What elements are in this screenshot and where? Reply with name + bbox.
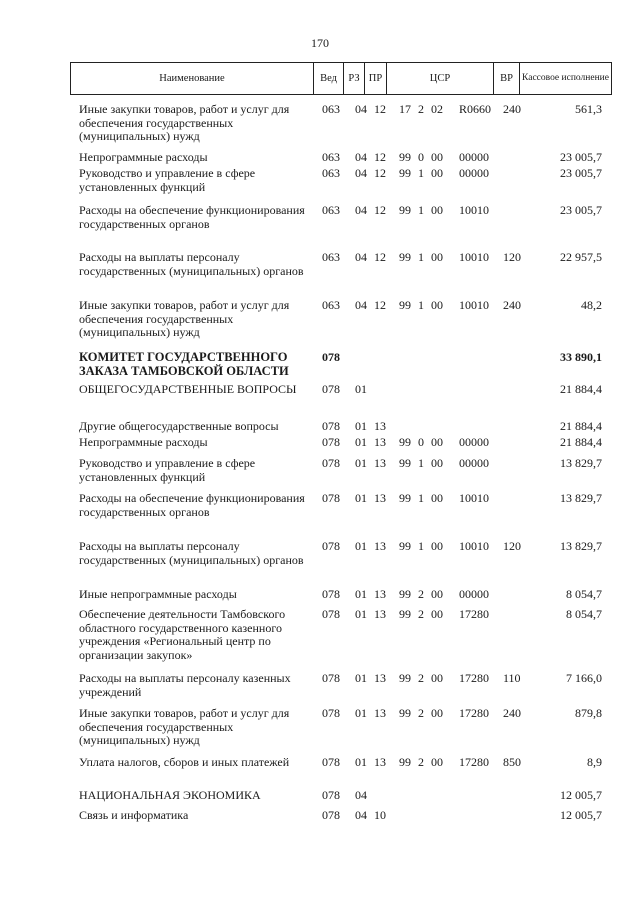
cell-ved: 078 <box>322 706 340 720</box>
cell-c1: 99 <box>399 166 411 180</box>
cell-ved: 063 <box>322 102 340 116</box>
cell-c1: 99 <box>399 706 411 720</box>
cell-amount: 48,2 <box>581 298 602 312</box>
cell-rz: 04 <box>355 203 367 217</box>
cell-c2: 1 <box>418 539 424 553</box>
cell-ved: 078 <box>322 350 340 364</box>
cell-rz: 01 <box>355 755 367 769</box>
cell-rz: 01 <box>355 435 367 449</box>
cell-name: КОМИТЕТ ГОСУДАРСТВЕННОГО ЗАКАЗА ТАМБОВСКОЙ ОБЛАСТИ <box>79 350 289 378</box>
cell-ved: 063 <box>322 203 340 217</box>
header-vr: ВР <box>493 63 519 94</box>
cell-pr: 13 <box>374 706 386 720</box>
header-rz: РЗ <box>343 63 364 94</box>
cell-c3: 00 <box>431 298 443 312</box>
cell-vr: 240 <box>503 298 521 312</box>
cell-amount: 21 884,4 <box>560 435 602 449</box>
cell-c2: 0 <box>418 150 424 164</box>
cell-c4: 00000 <box>459 456 489 470</box>
cell-amount: 12 005,7 <box>560 808 602 822</box>
cell-rz: 01 <box>355 456 367 470</box>
cell-rz: 01 <box>355 539 367 553</box>
cell-rz: 04 <box>355 788 367 802</box>
cell-c4: 17280 <box>459 607 489 621</box>
cell-c1: 99 <box>399 607 411 621</box>
cell-c3: 00 <box>431 755 443 769</box>
cell-rz: 01 <box>355 419 367 433</box>
cell-ved: 063 <box>322 166 340 180</box>
cell-c3: 00 <box>431 250 443 264</box>
cell-pr: 13 <box>374 491 386 505</box>
cell-rz: 01 <box>355 706 367 720</box>
cell-name: Расходы на выплаты персоналу государственных (муниципальных) органов <box>79 250 304 278</box>
header-name: Наименование <box>159 73 225 84</box>
cell-c1: 99 <box>399 456 411 470</box>
cell-c4: 00000 <box>459 435 489 449</box>
cell-c4: 10010 <box>459 298 489 312</box>
cell-c3: 00 <box>431 166 443 180</box>
cell-c4: R0660 <box>459 102 492 116</box>
cell-pr: 13 <box>374 755 386 769</box>
cell-amount: 21 884,4 <box>560 419 602 433</box>
header-ved: Вед <box>313 63 343 94</box>
cell-name: Расходы на выплаты персоналу государственных (муниципальных) органов <box>79 539 304 567</box>
cell-c1: 99 <box>399 587 411 601</box>
cell-vr: 120 <box>503 250 521 264</box>
cell-name: Непрограммные расходы <box>79 150 208 164</box>
cell-ved: 078 <box>322 788 340 802</box>
cell-amount: 13 829,7 <box>560 539 602 553</box>
cell-name: Расходы на обеспечение функционирования государственных органов <box>79 203 305 231</box>
cell-c3: 00 <box>431 150 443 164</box>
cell-c3: 00 <box>431 706 443 720</box>
cell-ved: 063 <box>322 298 340 312</box>
cell-amount: 7 166,0 <box>566 671 602 685</box>
cell-c2: 2 <box>418 671 424 685</box>
cell-pr: 13 <box>374 671 386 685</box>
cell-pr: 13 <box>374 419 386 433</box>
cell-c3: 00 <box>431 491 443 505</box>
cell-c3: 00 <box>431 671 443 685</box>
cell-ved: 078 <box>322 419 340 433</box>
cell-name: Уплата налогов, сборов и иных платежей <box>79 755 290 769</box>
cell-c1: 99 <box>399 435 411 449</box>
cell-c2: 1 <box>418 456 424 470</box>
cell-amount: 22 957,5 <box>560 250 602 264</box>
cell-pr: 12 <box>374 203 386 217</box>
cell-pr: 12 <box>374 150 386 164</box>
cell-rz: 04 <box>355 150 367 164</box>
cell-pr: 12 <box>374 250 386 264</box>
cell-ved: 078 <box>322 607 340 621</box>
cell-ved: 078 <box>322 755 340 769</box>
cell-amount: 23 005,7 <box>560 203 602 217</box>
table-header <box>70 62 612 95</box>
cell-c4: 10010 <box>459 250 489 264</box>
cell-rz: 04 <box>355 808 367 822</box>
cell-vr: 120 <box>503 539 521 553</box>
cell-c2: 1 <box>418 166 424 180</box>
cell-c1: 99 <box>399 150 411 164</box>
cell-rz: 01 <box>355 382 367 396</box>
cell-c1: 99 <box>399 755 411 769</box>
cell-amount: 561,3 <box>575 102 602 116</box>
cell-c2: 2 <box>418 706 424 720</box>
cell-c3: 00 <box>431 435 443 449</box>
cell-pr: 12 <box>374 102 386 116</box>
cell-amount: 879,8 <box>575 706 602 720</box>
cell-c3: 02 <box>431 102 443 116</box>
cell-amount: 8,9 <box>587 755 602 769</box>
cell-amount: 12 005,7 <box>560 788 602 802</box>
cell-amount: 8 054,7 <box>566 607 602 621</box>
cell-c2: 1 <box>418 491 424 505</box>
cell-vr: 240 <box>503 102 521 116</box>
cell-amount: 33 890,1 <box>560 350 602 364</box>
cell-ved: 078 <box>322 491 340 505</box>
cell-amount: 23 005,7 <box>560 166 602 180</box>
cell-c1: 99 <box>399 539 411 553</box>
cell-c1: 99 <box>399 298 411 312</box>
cell-c4: 10010 <box>459 491 489 505</box>
cell-ved: 078 <box>322 539 340 553</box>
cell-ved: 078 <box>322 587 340 601</box>
cell-c2: 1 <box>418 250 424 264</box>
cell-c2: 2 <box>418 587 424 601</box>
cell-c1: 99 <box>399 250 411 264</box>
cell-pr: 12 <box>374 166 386 180</box>
cell-c1: 99 <box>399 491 411 505</box>
cell-name: Непрограммные расходы <box>79 435 208 449</box>
cell-rz: 04 <box>355 298 367 312</box>
cell-rz: 01 <box>355 671 367 685</box>
cell-amount: 8 054,7 <box>566 587 602 601</box>
cell-c4: 17280 <box>459 671 489 685</box>
cell-name: Расходы на обеспечение функционирования государственных органов <box>79 491 305 519</box>
cell-c1: 99 <box>399 671 411 685</box>
cell-c4: 17280 <box>459 755 489 769</box>
cell-ved: 078 <box>322 435 340 449</box>
cell-pr: 12 <box>374 298 386 312</box>
cell-ved: 078 <box>322 671 340 685</box>
cell-rz: 01 <box>355 491 367 505</box>
cell-c4: 00000 <box>459 150 489 164</box>
cell-c4: 10010 <box>459 539 489 553</box>
cell-name: Руководство и управление в сфере установленных функций <box>79 456 256 484</box>
cell-name: Обеспечение деятельности Тамбовского областного государственного казенного учреждения «Региональный центр по организации закупок» <box>79 607 286 662</box>
header-csr: ЦСР <box>386 63 493 94</box>
page-number: 170 <box>311 36 329 50</box>
cell-name: Связь и информатика <box>79 808 189 822</box>
cell-name: Иные закупки товаров, работ и услуг для обеспечения государственных (муниципальных) нужд <box>79 298 290 339</box>
cell-vr: 110 <box>503 671 521 685</box>
cell-pr: 13 <box>374 435 386 449</box>
cell-pr: 10 <box>374 808 386 822</box>
cell-rz: 01 <box>355 587 367 601</box>
cell-c3: 00 <box>431 456 443 470</box>
cell-c1: 99 <box>399 203 411 217</box>
cell-c3: 00 <box>431 607 443 621</box>
cell-amount: 13 829,7 <box>560 456 602 470</box>
cell-rz: 01 <box>355 607 367 621</box>
header-kassa: Кассовое исполнение <box>519 63 611 94</box>
cell-ved: 078 <box>322 382 340 396</box>
cell-name: Другие общегосударственные вопросы <box>79 419 279 433</box>
header-pr: ПР <box>364 63 386 94</box>
cell-ved: 063 <box>322 250 340 264</box>
cell-c2: 1 <box>418 203 424 217</box>
cell-c3: 00 <box>431 539 443 553</box>
cell-c4: 17280 <box>459 706 489 720</box>
cell-c4: 00000 <box>459 166 489 180</box>
cell-c1: 17 <box>399 102 411 116</box>
cell-pr: 13 <box>374 587 386 601</box>
cell-name: Расходы на выплаты персоналу казенных учреждений <box>79 671 291 699</box>
cell-name: Иные закупки товаров, работ и услуг для обеспечения государственных (муниципальных) нужд <box>79 706 290 747</box>
cell-c4: 00000 <box>459 587 489 601</box>
cell-vr: 850 <box>503 755 521 769</box>
cell-c2: 0 <box>418 435 424 449</box>
cell-rz: 04 <box>355 250 367 264</box>
cell-name: ОБЩЕГОСУДАРСТВЕННЫЕ ВОПРОСЫ <box>79 382 297 396</box>
cell-c3: 00 <box>431 203 443 217</box>
cell-pr: 13 <box>374 539 386 553</box>
cell-c3: 00 <box>431 587 443 601</box>
cell-c2: 2 <box>418 755 424 769</box>
cell-name: Иные непрограммные расходы <box>79 587 237 601</box>
cell-name: Иные закупки товаров, работ и услуг для обеспечения государственных (муниципальных) нужд <box>79 102 290 143</box>
cell-c2: 2 <box>418 607 424 621</box>
cell-amount: 21 884,4 <box>560 382 602 396</box>
cell-amount: 23 005,7 <box>560 150 602 164</box>
cell-vr: 240 <box>503 706 521 720</box>
cell-ved: 063 <box>322 150 340 164</box>
cell-c2: 2 <box>418 102 424 116</box>
cell-name: Руководство и управление в сфере установленных функций <box>79 166 256 194</box>
cell-pr: 13 <box>374 456 386 470</box>
cell-pr: 13 <box>374 607 386 621</box>
cell-c4: 10010 <box>459 203 489 217</box>
cell-rz: 04 <box>355 102 367 116</box>
cell-ved: 078 <box>322 808 340 822</box>
cell-amount: 13 829,7 <box>560 491 602 505</box>
cell-rz: 04 <box>355 166 367 180</box>
cell-name: НАЦИОНАЛЬНАЯ ЭКОНОМИКА <box>79 788 261 802</box>
cell-c2: 1 <box>418 298 424 312</box>
cell-ved: 078 <box>322 456 340 470</box>
